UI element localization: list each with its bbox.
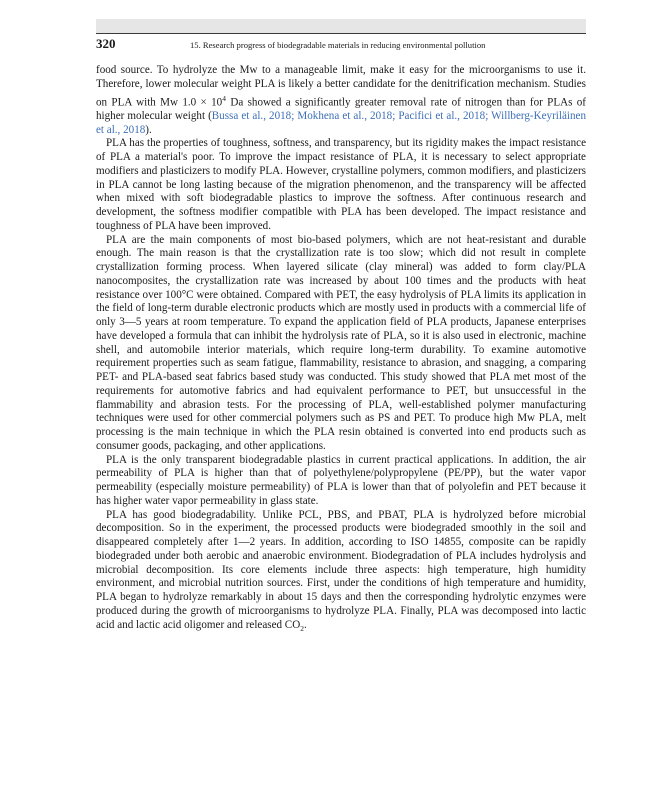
running-title: 15. Research progress of biodegradable materials in reducing environmental pollution [190,40,486,50]
text-run: food source. To hydrolyze the Mw to a manageable limit, make it easy for the microorganisms to use it. Therefore, lower molecular weight PLA is likely a better candidate for the denitrification mechanism. Studies on PLA with Mw 1.0 × 10 [96,64,586,109]
body-text [96,64,586,636]
text-run: Da showed a significantly greater removal rate of nitrogen than for PLAs of higher molecular weight ( [96,96,586,122]
citation-link[interactable]: Bussa et al., 2018; Mokhena et al., 2018; Pacifici et al., 2018; Willberg-Keyriläinen et al., 2018 [96,109,586,136]
paragraph [96,64,586,137]
paragraph: PLA has the properties of toughness, softness, and transparency, but its rigidity makes the impact resistance of PLA a material's poor. To improve the impact resistance of PLA, it is necessary to select appropriate modifiers and plasticizers to modify PLA. However, crystalline polymers, common modifiers, and plasticizers in PLA cannot be long lasting because of the migration phenomenon, and the transparency will be affected when mixed with soft biodegradable plastics to improve the softness. After continuous research and development, the softness modifier compatible with PLA has been developed. The impact resistance and toughness of PLA have been improved. [96,137,586,232]
text-run: PLA has good biodegradability. Unlike PCL, PBS, and PBAT, PLA is hydrolyzed before microbial decomposition. So in the experiment, the processed products were biodegraded smoothly in the soil and disappeared completely after 1—2 years. In addition, according to ISO 14855, composite can be rapidly biodegraded under both aerobic and anaerobic environment. Biodegradation of PLA includes hydrolysis and microbial decomposition. Its core elements include three aspects: high temperature, high humidity environment, and microbial nutrition sources. First, under the conditions of high temperature and humidity, PLA began to hydrolyze remarkably in about 15 days and then the corresponding hydrolytic enzymes were produced during the growth of microorganisms to hydrolyze PLA. Finally, PLA was decomposed into lactic acid and lactic acid oligomer and released CO [96,508,586,631]
page-number: 320 [96,36,116,51]
subscript: 2 [300,623,304,633]
paragraph [96,509,586,636]
paragraph: PLA is the only transparent biodegradable plastics in current practical applications. In addition, the air permeability of PLA is higher than that of polyethylene/polypropylene (PE/PP), but the water vapor permeability (especially moisture permeability) of PLA is lower than that of polyolefin and PET because it has higher water vapor permeability in glass state. [96,453,586,507]
paragraph: PLA are the main components of most bio-based polymers, which are not heat-resistant and durable enough. The main reason is that the crystallization rate is too slow; which did not result in complete crystallization forming process. When layered silicate (clay mineral) was added to form clay/PLA nanocomposites, the crystallization rate was increased by about 100 times and the products with heat resistance over 100°C were obtained. Compared with PET, the easy hydrolysis of PLA limits its application in the field of long-term durable electronic products which are mostly used in products with a commercial life of only 3—5 years at room temperature. To expand the application field of PLA products, Japanese enterprises have developed a formula that can inhibit the hydrolysis rate of PLA, so it is also used in electronic, machine shell, and automobile interior materials, which require long-term durability. To examine automotive requirement properties such as seam fatigue, flammability, resistance to abrasion, and snagging, a comparing PET- and PLA-based seat fabrics based study was conducted. This study showed that PLA met most of the requirements for automotive fabrics and had equivalent performance to PET, but unsuccessful in the flammability and abrasion tests. For the processing of PLA, well-established polymer manufacturing techniques were used for other commercial polymers such as PS and PET. To produce high Mw PLA, melt processing is the main technique in which the PLA resin obtained is converted into end products such as consumer goods, packaging, and other applications. [96,233,586,452]
text-run: . [303,618,307,631]
superscript-exponent: 4 [222,93,226,103]
header-band [96,19,586,33]
text-run: ). [145,123,152,136]
header-rule [96,33,586,34]
